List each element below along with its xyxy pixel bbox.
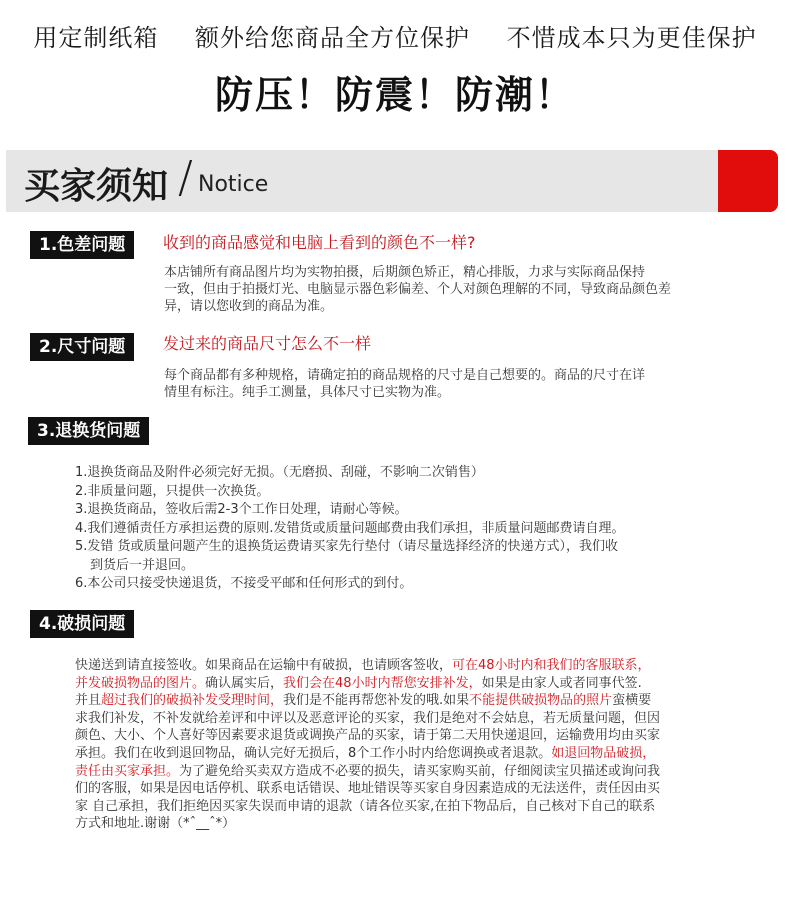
- notice-accent-block: [718, 150, 778, 212]
- size-line-1: 每个商品都有多种规格，请确定拍的商品规格的尺寸是自己想要的。商品的尺寸在详: [164, 368, 646, 383]
- damage-badge: 4.破损问题: [30, 610, 134, 638]
- damage-text-span: 为了避免给买卖双方造成不必要的损失，请买家购买前，仔细阅读宝贝描述或询问我: [179, 763, 661, 779]
- slogan-2: 额外给您商品全方位保护: [195, 24, 470, 52]
- damage-text-span: 我们是不能再帮您补发的哦.如果: [283, 693, 470, 709]
- damage-text-span: 确认属实后，: [205, 675, 284, 691]
- color-issue-question: 收到的商品感觉和电脑上看到的颜色不一样?: [163, 233, 476, 252]
- size-issue-text: [164, 367, 645, 401]
- damage-highlight: 超过我们的破损补发受理时间，: [101, 693, 284, 709]
- color-line-3: 异，请以您收到的商品为准。: [164, 299, 334, 314]
- color-line-1: 本店铺所有商品图片均为实物拍摄，后期颜色矫正，精心排版，力求与实际商品保持: [164, 265, 646, 280]
- slogan-line: [0, 18, 790, 53]
- returns-list: [75, 464, 625, 594]
- damage-highlight: 如退回物品破损，: [551, 745, 656, 761]
- notice-slash: /: [178, 152, 193, 203]
- damage-line: 家 自己承担，我们拒绝因买家失误而申请的退款（请各位买家,在拍下物品后，自己核对下自己的联系: [75, 798, 656, 814]
- size-issue-question: 发过来的商品尺寸怎么不一样: [163, 334, 372, 353]
- size-issue-badge: 2.尺寸问题: [30, 333, 134, 361]
- list-item: 4.我们遵循责任方承担运费的原则.发错货或质量问题邮费由我们承担，非质量问题邮费请自理。: [75, 520, 625, 536]
- color-issue-text: [164, 264, 671, 315]
- damage-text-span: 并且: [75, 693, 102, 709]
- damage-text-span: 承担。我们在收到退回物品，确认完好无损后，8个工作小时内给您调换或者退款。: [75, 745, 552, 761]
- returns-badge: 3.退换货问题: [28, 417, 149, 445]
- list-item: 到货后一并退回。: [90, 557, 195, 573]
- damage-highlight: 我们会在48小时内帮您安排补发，: [283, 675, 482, 691]
- notice-title: 买家须知: [24, 166, 169, 207]
- headline: 防压！防震！防潮！: [214, 73, 575, 117]
- damage-highlight: 责任由买家承担。: [75, 763, 180, 779]
- color-issue-badge: 1.色差问题: [30, 231, 134, 259]
- damage-highlight: 不能提供破损物品的照片: [469, 693, 613, 709]
- damage-text-span: 快递送到请直接签收。如果商品在运输中有破损，也请顾客签收，: [75, 658, 453, 673]
- damage-text: [75, 657, 660, 833]
- damage-highlight: 可在48小时内和我们的客服联系，: [452, 658, 651, 673]
- slogan-1: 用定制纸箱: [33, 24, 159, 52]
- damage-text-span: 蛮横要: [612, 693, 652, 709]
- slogan-3: 不惜成本只为更佳保护: [506, 24, 757, 52]
- damage-line: 们的客服，如果是因电话停机、联系电话错误、地址错误等买家自身因素造成的无法送件，责任因由买: [75, 781, 661, 797]
- notice-subtitle: Notice: [198, 172, 269, 197]
- damage-highlight: 并发破损物品的图片。: [75, 675, 206, 691]
- list-item: 2.非质量问题，只提供一次换货。: [75, 483, 270, 499]
- list-item: 3.退换货商品，签收后需2-3个工作日处理，请耐心等候。: [75, 502, 408, 517]
- color-line-2: 一致，但由于拍摄灯光、电脑显示器色彩偏差、个人对颜色理解的不同，导致商品颜色差: [164, 282, 672, 297]
- list-item: 1.退换货商品及附件必须完好无损。（无磨损、刮碰，不影响二次销售）: [75, 465, 484, 480]
- damage-line: 求我们补发，不补发就给差评和中评以及恶意评论的买家，我们是绝对不会姑息，若无质量问题，但因: [75, 710, 661, 726]
- list-item: 6.本公司只接受快递退货，不接受平邮和任何形式的到付。: [75, 576, 413, 591]
- damage-line: 颜色、大小、个人喜好等因素要求退货或调换产品的买家，请于第二天用快递退回，运输费用均由买家: [75, 728, 661, 744]
- list-item: 5.发错 货或质量问题产生的退换货运费请买家先行垫付（请尽量选择经济的快递方式），我们收: [75, 539, 619, 554]
- size-line-2: 情里有标注。纯手工测量，具体尺寸已实物为准。: [164, 385, 451, 400]
- damage-line: 方式和地址.谢谢（*ˆ__ˆ*）: [75, 816, 236, 832]
- damage-text-span: 如果是由家人或者同事代签.: [481, 675, 642, 691]
